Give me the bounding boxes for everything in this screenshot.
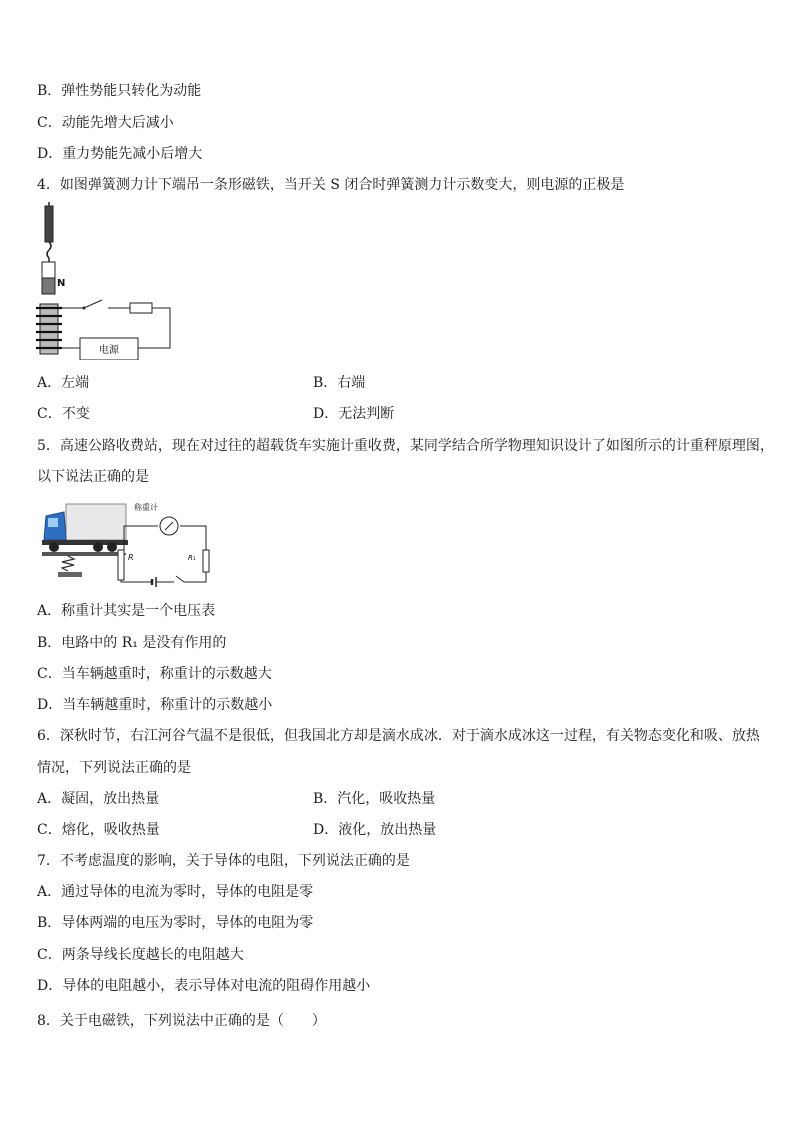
spring-icon — [62, 556, 74, 571]
power-source-label: 电源 — [99, 345, 119, 356]
q5-weighing-figure — [38, 496, 216, 588]
q5-option-c: C．当车辆越重时，称重计的示数越大 — [37, 666, 272, 682]
q6-option-d: D．液化，放出热量 — [313, 822, 437, 838]
q7-option-d: D．导体的电阻越小，表示导体对电流的阻碍作用越小 — [37, 978, 371, 994]
q5-option-d: D．当车辆越重时，称重计的示数越小 — [37, 697, 273, 713]
q3-option-c: C．动能先增大后减小 — [37, 115, 174, 131]
variable-resistor-icon — [118, 550, 124, 580]
q4-stem: 4．如图弹簧测力计下端吊一条形磁铁，当开关 S 闭合时弹簧测力计示数变大，则电源的正极是 — [37, 177, 625, 193]
q4-option-d: D．无法判断 — [313, 406, 395, 422]
q6-option-a: A．凝固，放出热量 — [37, 791, 160, 807]
truck-icon — [42, 504, 128, 552]
resistor-icon — [130, 303, 152, 313]
q7-option-a: A．通过导体的电流为零时，导体的电阻是零 — [37, 884, 314, 900]
q5-option-b: B．电路中的 R₁ 是没有作用的 — [37, 635, 227, 651]
q6-option-c: C．熔化，吸收热量 — [37, 822, 160, 838]
magnet-pole-label: N — [57, 278, 66, 289]
q4-option-b: B．右端 — [313, 375, 366, 391]
q5-option-a: A．称重计其实是一个电压表 — [37, 603, 216, 619]
q5-stem-line-1: 5．高速公路收费站，现在对过往的超载货车实施计重收费，某同学结合所学物理知识设计了如图所示的计重秤原理图， — [37, 438, 774, 454]
resistor-r1-label: R₁ — [188, 554, 196, 562]
resistor-r-label: R — [128, 553, 134, 562]
q6-stem-line-1: 6．深秋时节，右江河谷气温不是很低，但我国北方却是滴水成冰．对于滴水成冰这一过程，有关物态变化和吸、放热 — [37, 728, 760, 744]
q5-stem-line-2: 以下说法正确的是 — [37, 469, 149, 485]
q4-option-c: C．不变 — [37, 406, 90, 422]
q3-option-d: D．重力势能先减小后增大 — [37, 146, 203, 162]
q7-option-c: C．两条导线长度越长的电阻越大 — [37, 947, 244, 963]
spring-scale-icon — [45, 202, 53, 258]
weighing-meter-label: 称重计 — [134, 503, 158, 512]
q4-circuit-figure — [30, 200, 180, 360]
q7-option-b: B．导体两端的电压为零时，导体的电阻为零 — [37, 915, 314, 931]
q4-option-a: A．左端 — [37, 375, 90, 391]
switch-icon — [176, 576, 184, 582]
q7-stem: 7．不考虑温度的影响，关于导体的电阻，下列说法正确的是 — [37, 853, 410, 869]
resistor-r1-icon — [203, 550, 209, 572]
q8-stem: 8．关于电磁铁，下列说法中正确的是（ ） — [37, 1013, 326, 1029]
coil-icon — [36, 304, 62, 354]
q6-option-b: B．汽化，吸收热量 — [313, 791, 436, 807]
q6-stem-line-2: 情况，下列说法正确的是 — [37, 760, 191, 776]
scale-platform — [42, 552, 122, 556]
bar-magnet-icon — [42, 258, 55, 294]
q3-option-b: B．弹性势能只转化为动能 — [37, 83, 202, 99]
